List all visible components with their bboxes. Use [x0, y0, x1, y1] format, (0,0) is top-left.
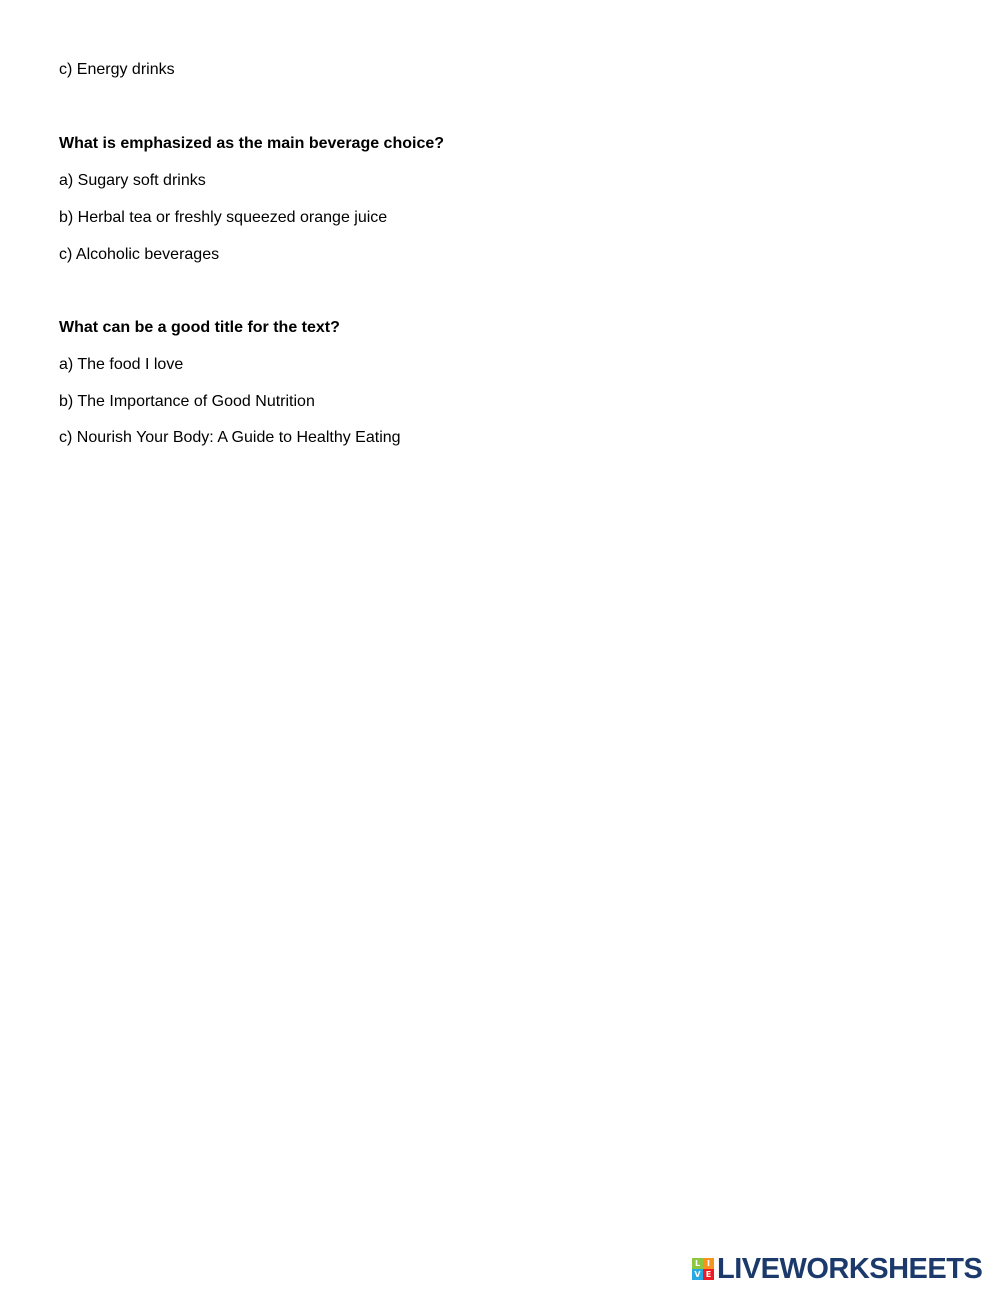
- answer-option: c) Energy drinks: [59, 61, 175, 78]
- question-text: What can be a good title for the text?: [59, 319, 340, 336]
- answer-option: b) Herbal tea or freshly squeezed orange juice: [59, 209, 388, 226]
- logo-text: LIVEWORKSHEETS: [717, 1253, 983, 1285]
- answer-option: b) The Importance of Good Nutrition: [59, 393, 315, 410]
- answer-option: a) Sugary soft drinks: [59, 172, 206, 189]
- logo-mark-icon: L I V E: [692, 1258, 714, 1280]
- answer-option: c) Alcoholic beverages: [59, 246, 220, 263]
- answer-option: c) Nourish Your Body: A Guide to Healthy Eating: [59, 429, 401, 446]
- answer-option: a) The food I love: [59, 356, 184, 373]
- liveworksheets-logo: [692, 1254, 982, 1284]
- question-text: What is emphasized as the main beverage choice?: [59, 135, 445, 152]
